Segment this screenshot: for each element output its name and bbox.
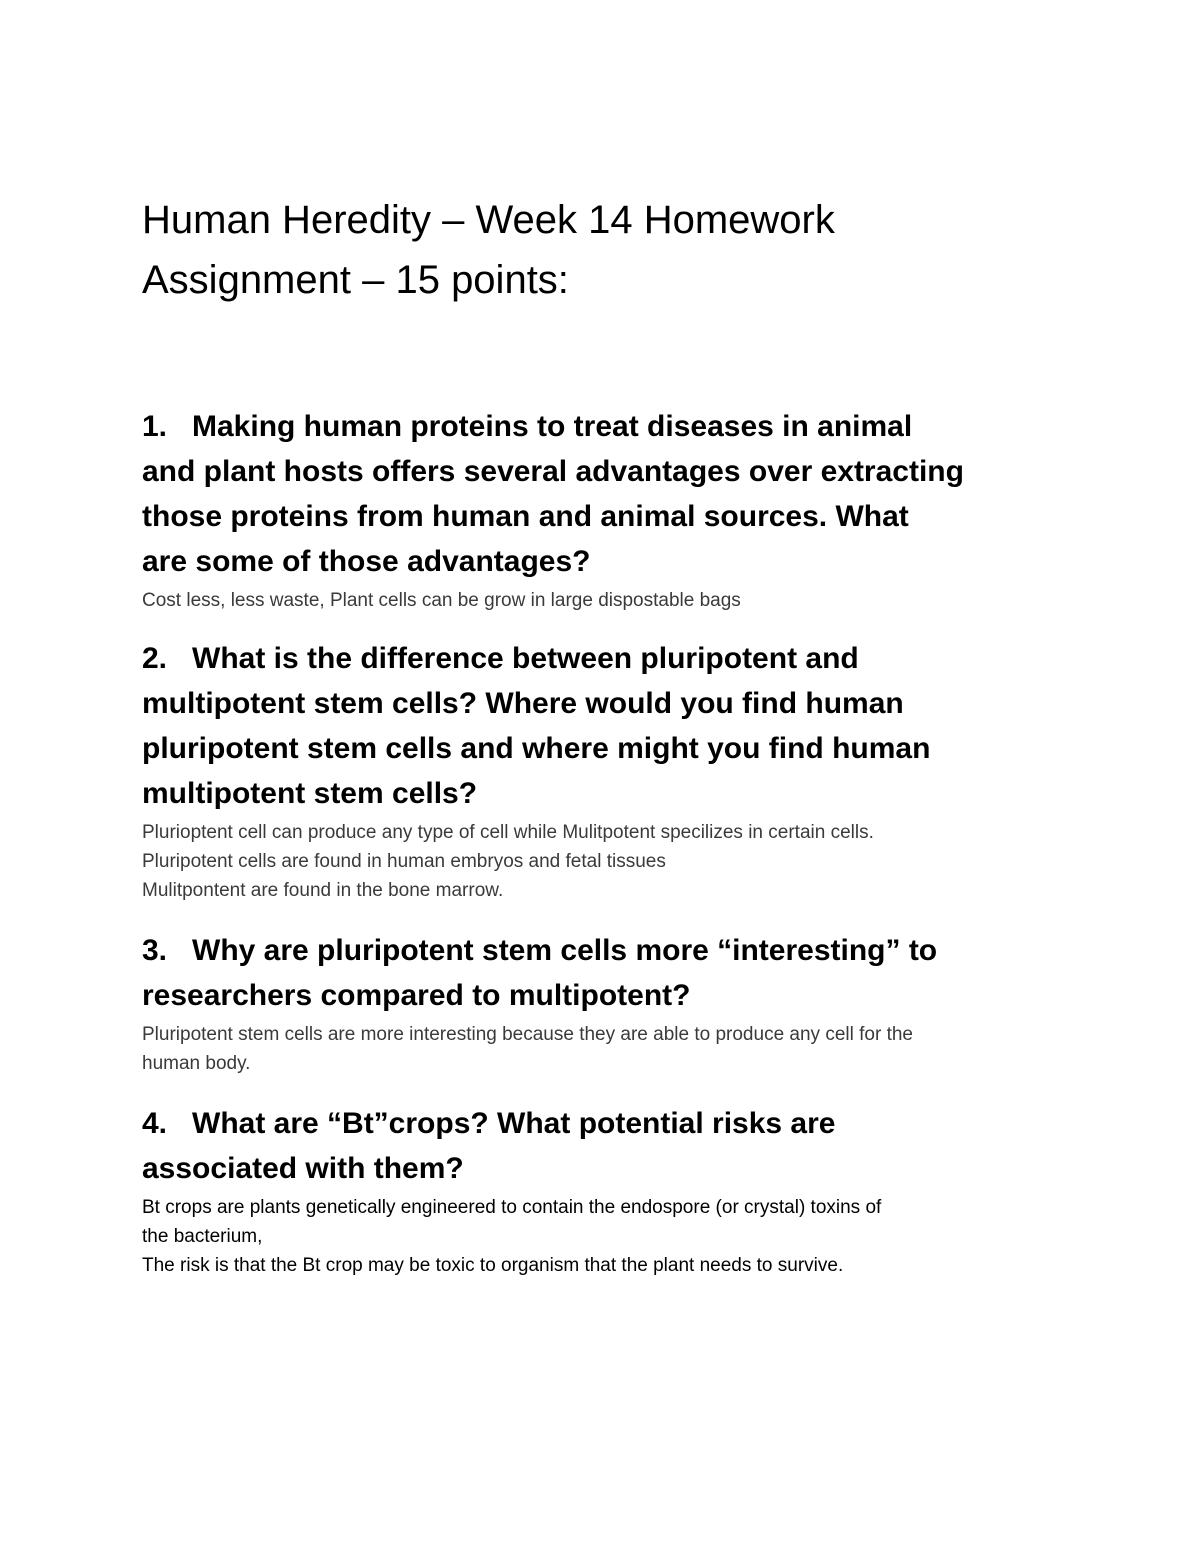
answer-3-line-2: human body. — [142, 1053, 251, 1074]
answer-2 — [142, 818, 1072, 905]
question-1-line-3: those proteins from human and animal sources. What — [142, 500, 909, 533]
question-1-number: 1. — [142, 410, 168, 443]
question-3 — [142, 928, 1072, 1078]
question-1-line-2: and plant hosts offers several advantages over extracting — [142, 455, 964, 488]
question-2-text — [142, 636, 1072, 816]
question-3-text — [142, 928, 1072, 1018]
question-1 — [142, 404, 1072, 615]
question-2-line-2: multipotent stem cells? Where would you find human — [142, 687, 904, 720]
question-3-number: 3. — [142, 934, 168, 967]
question-2-line-1: What is the difference between pluripotent and — [192, 642, 859, 675]
answer-3 — [142, 1020, 1072, 1078]
question-1-line-4: are some of those advantages? — [142, 545, 591, 578]
question-2-line-4: multipotent stem cells? — [142, 777, 478, 810]
answer-2-line-2: Pluripotent cells are found in human embryos and fetal tissues — [142, 851, 666, 872]
title-line-2: Assignment – 15 points: — [142, 258, 569, 302]
question-2-number: 2. — [142, 642, 168, 675]
question-4 — [142, 1101, 1072, 1280]
answer-2-line-1: Plurioptent cell can produce any type of cell while Mulitpotent specilizes in certain cells. — [142, 822, 874, 843]
answer-4 — [142, 1193, 1072, 1280]
answer-4-line-2: the bacterium, — [142, 1226, 263, 1247]
question-4-text — [142, 1101, 1072, 1191]
question-3-line-2: researchers compared to multipotent? — [142, 979, 691, 1012]
question-2-line-3: pluripotent stem cells and where might you find human — [142, 732, 931, 765]
question-2 — [142, 636, 1072, 905]
question-1-text — [142, 404, 1072, 584]
question-1-line-1: Making human proteins to treat diseases in animal — [192, 410, 913, 443]
answer-3-line-1: Pluripotent stem cells are more interesting because they are able to produce any cell for the — [142, 1024, 913, 1045]
document-title — [142, 190, 1072, 310]
answer-1-line-1: Cost less, less waste, Plant cells can be grow in large dispostable bags — [142, 590, 741, 611]
document-page — [142, 190, 1072, 1280]
question-3-line-1: Why are pluripotent stem cells more “interesting” to — [192, 934, 938, 967]
answer-4-line-3: The risk is that the Bt crop may be toxic to organism that the plant needs to survive. — [142, 1255, 844, 1276]
question-4-line-2: associated with them? — [142, 1152, 464, 1185]
question-4-number: 4. — [142, 1107, 168, 1140]
answer-1 — [142, 586, 1072, 615]
title-line-1: Human Heredity – Week 14 Homework — [142, 198, 835, 242]
answer-2-line-3: Mulitpontent are found in the bone marrow. — [142, 880, 504, 901]
question-4-line-1: What are “Bt”crops? What potential risks are — [192, 1107, 836, 1140]
answer-4-line-1: Bt crops are plants genetically engineered to contain the endospore (or crystal) toxins of — [142, 1197, 882, 1218]
